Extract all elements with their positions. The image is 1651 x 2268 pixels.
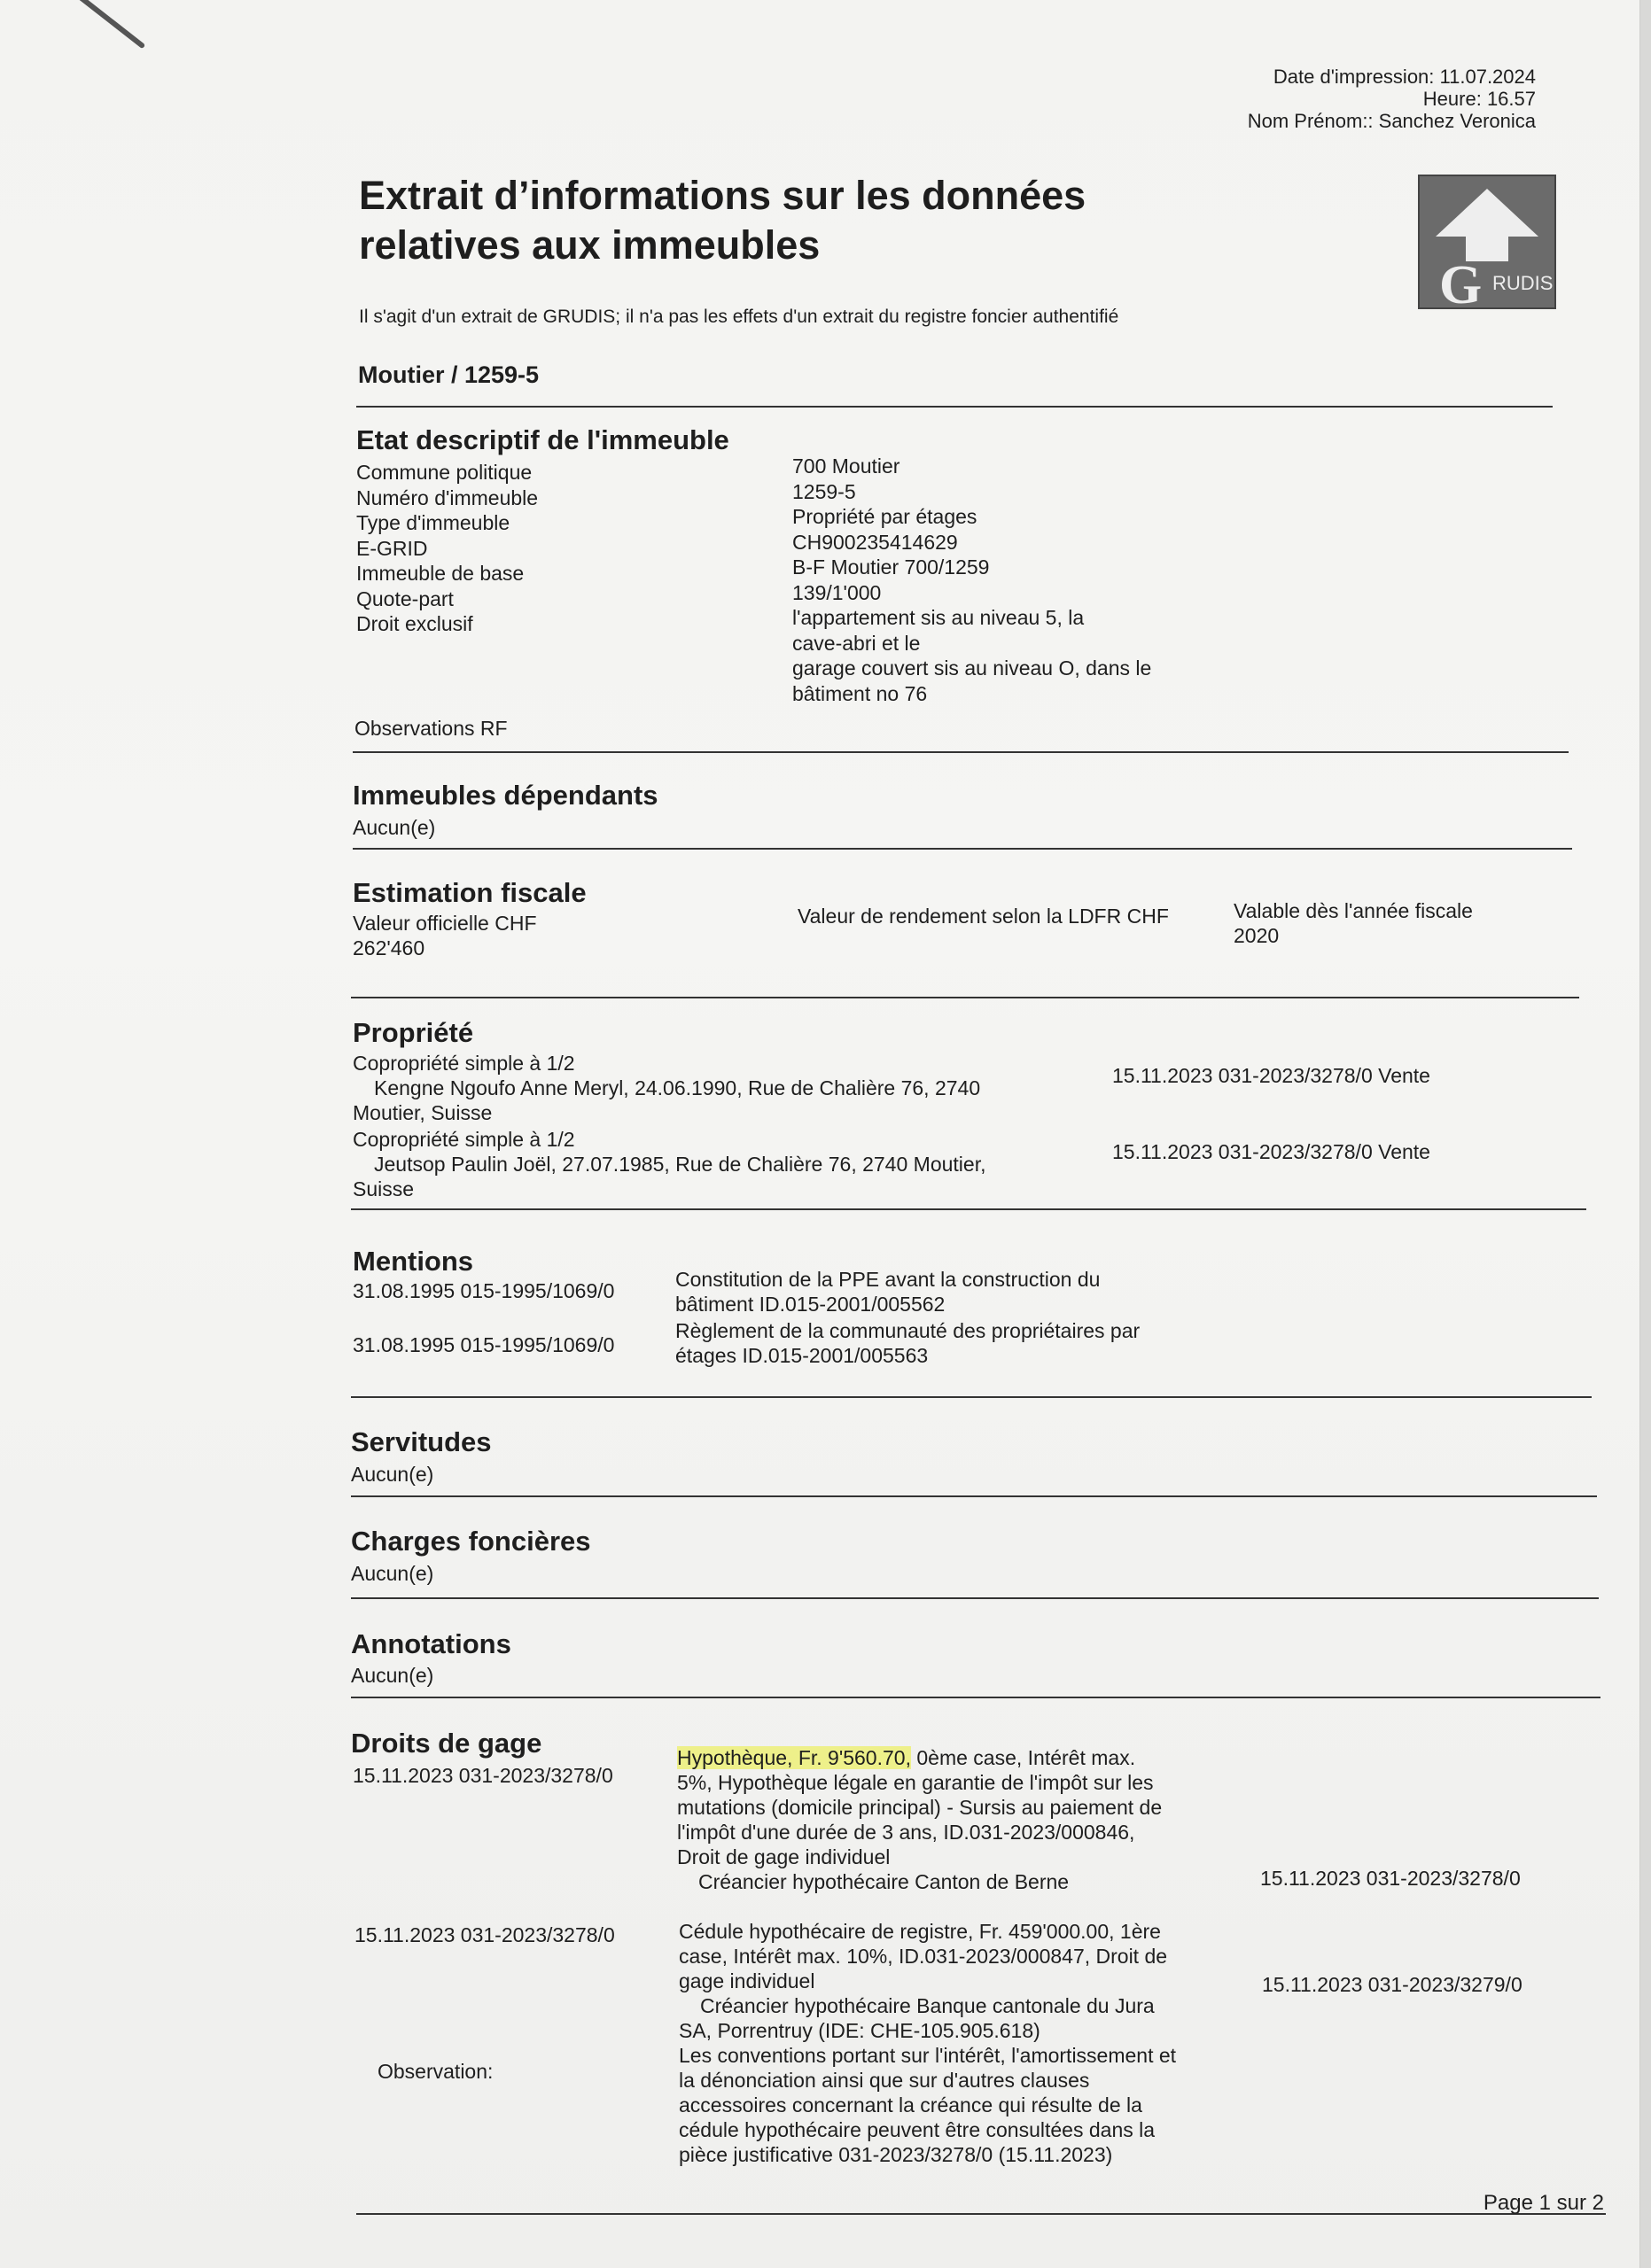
gage-2-creditor: Créancier hypothécaire Banque cantonale du Jura [700,1994,1155,2017]
gage-1-ref: 15.11.2023 031-2023/3278/0 [353,1764,613,1787]
logo-arrow-icon [1436,189,1538,237]
gage-1-text [677,1745,1262,1894]
propriete-type: Copropriété simple à 1/2 [353,1128,575,1151]
disclaimer: Il s'agit d'un extrait de GRUDIS; il n'a pas les effets d'un extrait du registre foncier authentifié [359,307,1119,327]
gage-1-creditor-ref: 15.11.2023 031-2023/3278/0 [1260,1867,1521,1890]
value-numero: 1259-5 [792,479,856,503]
print-date: Date d'impression: 11.07.2024 [1273,66,1536,88]
gage-1-creditor: Créancier hypothécaire Canton de Berne [698,1870,1070,1893]
section-heading-charges: Charges foncières [351,1526,591,1557]
mention-text [675,1267,1100,1317]
annotations-value: Aucun(e) [351,1664,434,1687]
dependants-value: Aucun(e) [353,816,436,839]
mention-line: bâtiment ID.015-2001/005562 [675,1293,946,1316]
mention-line: étages ID.015-2001/005563 [675,1344,929,1367]
label-numero: Numéro d'immeuble [356,485,539,509]
estimation-col1 [353,911,537,960]
propriete-owner: Kengne Ngoufo Anne Meryl, 24.06.1990, Rue de Chalière 76, 2740 [374,1076,981,1099]
title-line-1: Extrait d’informations sur les données [359,173,1086,218]
gage-2-creditor-cont: SA, Porrentruy (IDE: CHE-105.905.618) [679,2019,1040,2042]
divider [353,751,1569,753]
section-heading-dependants: Immeubles dépendants [353,780,658,811]
value-droit-exclusif-4: bâtiment no 76 [792,681,928,705]
section-heading-propriete: Propriété [353,1017,474,1048]
label-droit-exclusif: Droit exclusif [356,612,473,635]
title-line-2: relatives aux immeubles [359,222,821,268]
observation-line: pièce justificative 031-2023/3278/0 (15.11.2023) [679,2143,1113,2166]
section-heading-servitudes: Servitudes [351,1426,492,1457]
propriete-owner: Jeutsop Paulin Joël, 27.07.1985, Rue de Chalière 76, 2740 Moutier, [374,1153,986,1176]
section-heading-gage: Droits de gage [351,1728,542,1759]
gage-2-creditor-ref: 15.11.2023 031-2023/3279/0 [1262,1973,1523,1996]
value-droit-exclusif-1: l'appartement sis au niveau 5, la [792,606,1085,629]
divider [356,2213,1606,2215]
propriete-ref: 15.11.2023 031-2023/3278/0 Vente [1112,1064,1430,1087]
divider [356,406,1553,408]
gage-2-ref: 15.11.2023 031-2023/3278/0 [354,1923,615,1946]
label-egrid: E-GRID [356,536,428,560]
observation-line: Les conventions portant sur l'intérêt, l'amortissement et [679,2044,1177,2067]
value-type: Propriété par étages [792,505,977,528]
label-commune: Commune politique [356,461,533,484]
observation-line: accessoires concernant la créance qui résulte de la [679,2093,1142,2117]
highlighted-amount: Hypothèque, Fr. 9'560.70, [677,1746,911,1769]
propriete-entry-2 [353,1127,985,1201]
value-egrid: CH900235414629 [792,530,958,554]
observation-line: cédule hypothécaire peuvent être consultées dans la [679,2118,1156,2141]
label-quote-part: Quote-part [356,586,454,610]
section-heading-etat: Etat descriptif de l'immeuble [356,424,729,455]
label-immeuble-base: Immeuble de base [356,562,525,585]
divider [351,997,1579,998]
label-type: Type d'immeuble [356,511,510,534]
logo-text: RUDIS [1492,272,1554,294]
document-title [359,171,1201,270]
section-heading-mentions: Mentions [353,1246,474,1277]
observation-label: Observation: [378,2060,494,2083]
label-observations-rf: Observations RF [354,717,508,740]
section-heading-annotations: Annotations [351,1628,511,1659]
gage-2-text [679,1919,1281,2167]
divider [351,1697,1600,1698]
print-info [1248,66,1536,132]
observation-line: la dénonciation ainsi que sur d'autres clauses [679,2069,1090,2092]
page-number: Page 1 sur 2 [1483,2191,1604,2215]
divider [351,1597,1599,1599]
gage-1-first-line [677,1745,1262,1770]
value-immeuble-base: B-F Moutier 700/1259 [792,555,990,579]
value-droit-exclusif-3: garage couvert sis au niveau O, dans le [792,656,1152,680]
gage-line: case, Intérêt max. 10%, ID.031-2023/000847, Droit de [679,1945,1168,1968]
gage-line: Droit de gage individuel [677,1845,891,1868]
charges-value: Aucun(e) [351,1562,434,1585]
etat-labels [356,460,538,637]
valeur-officielle-value: 262'460 [353,936,425,959]
print-name: Nom Prénom:: Sanchez Veronica [1247,110,1536,132]
valable-value: 2020 [1234,924,1280,947]
servitudes-value: Aucun(e) [351,1463,434,1486]
print-time: Heure: 16.57 [1422,88,1536,110]
propriete-owner-cont: Suisse [353,1177,415,1200]
property-identifier: Moutier / 1259-5 [358,361,540,388]
value-quote-part: 139/1'000 [792,580,882,604]
mention-ref: 31.08.1995 015-1995/1069/0 [353,1279,615,1302]
propriete-owner-cont: Moutier, Suisse [353,1101,493,1124]
gage-line: mutations (domicile principal) - Sursis au paiement de [677,1796,1163,1819]
propriete-type: Copropriété simple à 1/2 [353,1052,575,1075]
valeur-rendement-label: Valeur de rendement selon la LDFR CHF [798,905,1169,928]
divider [351,1208,1586,1210]
pen-tip [51,0,145,49]
etat-values [792,454,1151,706]
logo-letter-g: G [1439,255,1483,315]
mention-ref: 31.08.1995 015-1995/1069/0 [353,1333,615,1356]
value-commune: 700 Moutier [792,454,900,478]
divider [353,848,1572,850]
mention-line: Règlement de la communauté des propriétaires par [675,1319,1141,1342]
value-droit-exclusif-2: cave-abri et le [792,631,921,655]
estimation-col3 [1234,898,1473,948]
divider [351,1396,1592,1398]
propriete-ref: 15.11.2023 031-2023/3278/0 Vente [1112,1140,1430,1163]
gage-line: gage individuel [679,1969,815,1992]
divider [351,1495,1597,1497]
mention-line: Constitution de la PPE avant la construction du [675,1268,1101,1291]
gage-1-first-line-rest: 0ème case, Intérêt max. [910,1746,1136,1769]
gage-line: Cédule hypothécaire de registre, Fr. 459'000.00, 1ère [679,1920,1161,1943]
section-heading-estimation: Estimation fiscale [353,877,587,908]
valeur-officielle-label: Valeur officielle CHF [353,912,537,935]
valable-label: Valable dès l'année fiscale [1234,899,1473,922]
grudis-logo [1418,175,1556,315]
gage-line: 5%, Hypothèque légale en garantie de l'impôt sur les [677,1771,1154,1794]
propriete-entry-1 [353,1051,980,1125]
gage-line: l'impôt d'une durée de 3 ans, ID.031-2023/000846, [677,1821,1135,1844]
mention-text [675,1318,1140,1368]
